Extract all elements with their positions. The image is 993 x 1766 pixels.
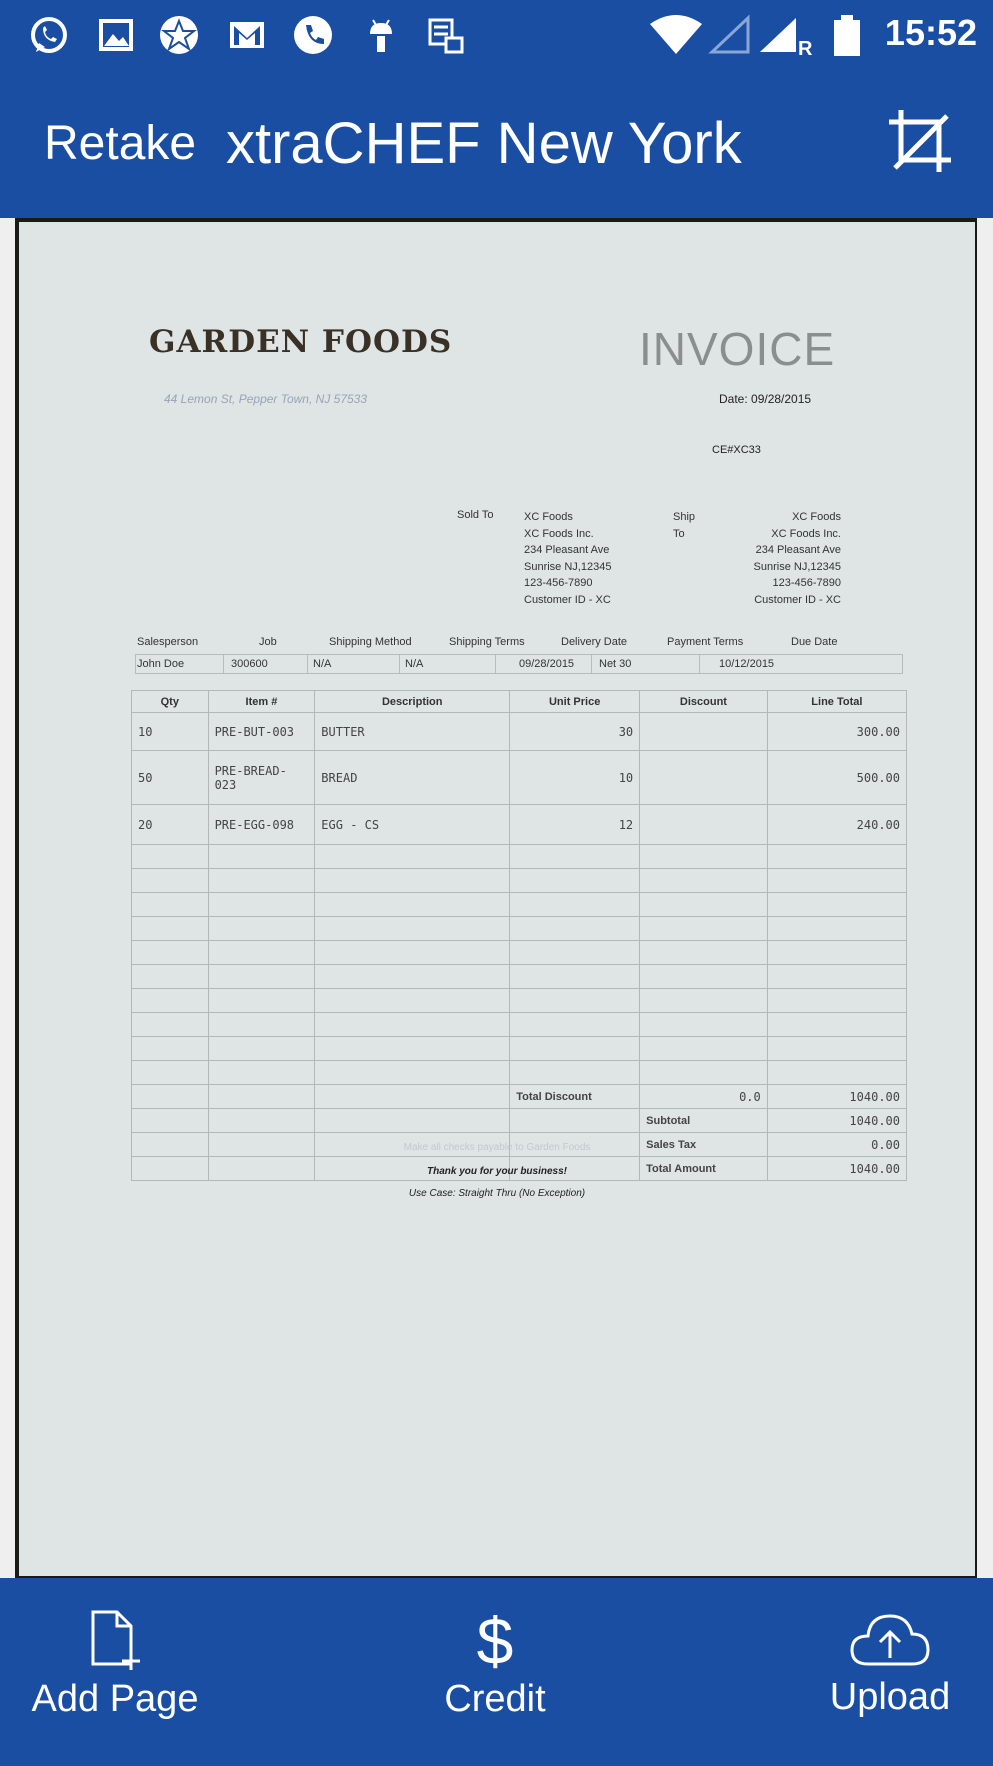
android-icon (360, 14, 402, 56)
thank-you-note: Thank you for your business! (426, 1166, 568, 1177)
ship-to-label-line: To (673, 527, 685, 540)
ship-to-line: 234 Pleasant Ave (755, 544, 841, 556)
unit-cell: 30 (510, 713, 640, 751)
item-cell: PRE-BUT-003 (208, 713, 315, 751)
info-value: 300600 (231, 658, 268, 670)
sold-to-line: XC Foods Inc. (524, 527, 594, 540)
info-divider (307, 654, 308, 674)
invoice-number: CE#XC33 (712, 444, 761, 456)
app-header (0, 72, 993, 218)
empty-row (132, 869, 907, 893)
empty-cell (208, 917, 315, 941)
ship-to-line: Customer ID - XC (754, 593, 841, 606)
gallery-icon (95, 14, 137, 56)
empty-cell (640, 989, 768, 1013)
empty-cell (208, 1061, 315, 1085)
empty-cell (132, 917, 209, 941)
subtotal-label: Subtotal (640, 1109, 768, 1133)
column-header: Description (315, 691, 510, 713)
dollar-icon (465, 1608, 525, 1672)
empty-cell (208, 989, 315, 1013)
empty-cell (510, 989, 640, 1013)
notes-icon (424, 14, 466, 56)
star-icon (158, 14, 200, 56)
item-cell: PRE-EGG-098 (208, 805, 315, 845)
desc-cell: BUTTER (315, 713, 510, 751)
empty-cell (208, 1085, 315, 1109)
info-divider (399, 654, 400, 674)
column-header: Unit Price (510, 691, 640, 713)
discount-cell (640, 751, 768, 805)
empty-cell (315, 1037, 510, 1061)
empty-cell (640, 845, 768, 869)
column-header: Line Total (767, 691, 906, 713)
empty-cell (132, 989, 209, 1013)
credit-button[interactable] (400, 1578, 590, 1766)
sold-to-line: Customer ID - XC (524, 593, 611, 606)
credit-label: Credit (444, 1678, 546, 1720)
empty-cell (510, 917, 640, 941)
empty-cell (315, 917, 510, 941)
empty-cell (767, 893, 906, 917)
info-value: 09/28/2015 (519, 658, 575, 670)
info-header: Payment Terms (667, 636, 744, 648)
empty-cell (208, 1109, 315, 1133)
whatsapp-icon (28, 14, 70, 56)
empty-cell (767, 845, 906, 869)
empty-cell (315, 941, 510, 965)
column-header: Item # (208, 691, 315, 713)
svg-text:$: $ (476, 1608, 514, 1672)
empty-cell (132, 869, 209, 893)
empty-cell (315, 965, 510, 989)
info-divider (591, 654, 592, 674)
empty-cell (510, 893, 640, 917)
empty-cell (767, 917, 906, 941)
empty-cell (640, 893, 768, 917)
empty-cell (132, 1085, 209, 1109)
empty-cell (208, 893, 315, 917)
empty-row (132, 941, 907, 965)
info-value: 10/12/2015 (719, 658, 775, 670)
sold-to-line: 234 Pleasant Ave (524, 544, 610, 556)
invoice-heading: INVOICE (639, 323, 836, 375)
empty-cell (767, 989, 906, 1013)
sold-to-block (524, 509, 611, 608)
line-total-cell: 240.00 (767, 805, 906, 845)
empty-cell (208, 869, 315, 893)
table-row (132, 805, 907, 845)
checks-payable-note: Make all checks payable to Garden Foods (403, 1142, 591, 1153)
empty-cell (208, 965, 315, 989)
empty-cell (208, 1037, 315, 1061)
sold-to-line: Sunrise NJ,12345 (524, 560, 612, 573)
empty-cell (640, 965, 768, 989)
sold-to-line: 123-456-7890 (524, 577, 593, 589)
info-divider (495, 654, 496, 674)
add-page-button[interactable] (10, 1578, 220, 1766)
line-total-cell: 300.00 (767, 713, 906, 751)
empty-cell (132, 845, 209, 869)
subtotal-row (132, 1109, 907, 1133)
empty-cell (640, 917, 768, 941)
qty-cell: 50 (132, 751, 209, 805)
table-row (132, 713, 907, 751)
empty-row (132, 845, 907, 869)
empty-cell (510, 1109, 640, 1133)
empty-row (132, 1061, 907, 1085)
discount-cell (640, 805, 768, 845)
upload-label: Upload (829, 1676, 951, 1718)
empty-row (132, 989, 907, 1013)
empty-cell (640, 1013, 768, 1037)
ship-to-line: Sunrise NJ,12345 (753, 560, 841, 573)
add-page-icon (85, 1608, 145, 1672)
info-header: Delivery Date (561, 636, 628, 648)
info-divider (223, 654, 224, 674)
upload-button[interactable] (800, 1578, 980, 1766)
cloud-upload-icon (848, 1608, 932, 1670)
ship-to-label-line: Ship (673, 511, 696, 523)
ship-to-line: XC Foods Inc. (771, 527, 841, 540)
qty-cell: 20 (132, 805, 209, 845)
ship-to-line: 123-456-7890 (772, 577, 841, 589)
discount-cell (640, 713, 768, 751)
info-header: Due Date (791, 636, 838, 648)
empty-row (132, 1013, 907, 1037)
vendor-logo: GARDEN FOODS (149, 324, 453, 360)
empty-cell (315, 1061, 510, 1085)
empty-cell (315, 869, 510, 893)
info-value: John Doe (137, 658, 185, 670)
empty-cell (510, 869, 640, 893)
page-title: xtraCHEF New York (226, 111, 742, 176)
empty-cell (132, 1109, 209, 1133)
empty-cell (640, 1037, 768, 1061)
item-cell: PRE-BREAD-023 (208, 751, 315, 805)
column-header: Qty (132, 691, 209, 713)
total-amount-label: Total Amount (640, 1157, 768, 1181)
empty-cell (132, 1013, 209, 1037)
info-header: Shipping Terms (449, 636, 525, 648)
desc-cell: EGG - CS (315, 805, 510, 845)
empty-row (132, 917, 907, 941)
empty-row (132, 1037, 907, 1061)
empty-cell (315, 845, 510, 869)
desc-cell: BREAD (315, 751, 510, 805)
info-value: N/A (405, 658, 424, 670)
total-discount-row (132, 1085, 907, 1109)
empty-cell (132, 1061, 209, 1085)
empty-cell (132, 893, 209, 917)
captured-photo (15, 218, 977, 1578)
column-header: Discount (640, 691, 768, 713)
empty-cell (510, 965, 640, 989)
wifi-icon (648, 14, 704, 56)
crop-icon[interactable] (885, 106, 955, 176)
empty-row (132, 965, 907, 989)
empty-cell (315, 893, 510, 917)
battery-icon (830, 14, 864, 56)
empty-cell (315, 1109, 510, 1133)
phone-icon (292, 14, 334, 56)
vendor-address: 44 Lemon St, Pepper Town, NJ 57533 (164, 392, 368, 406)
clock: 15:52 (884, 12, 977, 53)
empty-cell (767, 965, 906, 989)
empty-cell (640, 869, 768, 893)
total-discount-label: Total Discount (510, 1085, 640, 1109)
sold-to-line: XC Foods (524, 511, 573, 523)
line-total-cell: 500.00 (767, 751, 906, 805)
empty-cell (510, 941, 640, 965)
unit-cell: 12 (510, 805, 640, 845)
items-table (131, 690, 907, 1181)
empty-cell (640, 941, 768, 965)
signal-icon (756, 14, 798, 56)
sales-tax-label: Sales Tax (640, 1133, 768, 1157)
info-header: Salesperson (137, 636, 199, 648)
ship-to-label (673, 509, 695, 542)
invoice-date: Date: 09/28/2015 (719, 392, 812, 406)
empty-cell (132, 1037, 209, 1061)
total-amount-value: 1040.00 (767, 1157, 906, 1181)
invoice-paper (19, 222, 975, 1576)
empty-cell (315, 1013, 510, 1037)
table-row (132, 751, 907, 805)
retake-button[interactable]: Retake (44, 117, 197, 170)
info-header: Shipping Method (329, 636, 412, 648)
empty-cell (510, 1013, 640, 1037)
empty-cell (208, 845, 315, 869)
use-case-note: Use Case: Straight Thru (No Exception) (408, 1188, 586, 1199)
empty-cell (767, 1013, 906, 1037)
unit-cell: 10 (510, 751, 640, 805)
empty-cell (640, 1061, 768, 1085)
status-bar (0, 0, 993, 72)
sold-to-label: Sold To (457, 509, 494, 521)
empty-cell (208, 1013, 315, 1037)
ship-to-line: XC Foods (792, 511, 841, 523)
table-header-row (132, 691, 907, 713)
roaming-indicator: R (798, 38, 813, 60)
empty-cell (510, 1037, 640, 1061)
info-divider (699, 654, 700, 674)
qty-cell: 10 (132, 713, 209, 751)
subtotal-value: 1040.00 (767, 1109, 906, 1133)
ship-to-block (699, 509, 841, 608)
empty-cell (132, 941, 209, 965)
empty-row (132, 893, 907, 917)
empty-cell (767, 1061, 906, 1085)
info-value: Net 30 (599, 658, 632, 670)
empty-cell (510, 845, 640, 869)
total-discount-value: 0.0 (640, 1085, 768, 1109)
empty-cell (510, 1061, 640, 1085)
total-discount-line: 1040.00 (767, 1085, 906, 1109)
empty-cell (208, 941, 315, 965)
empty-cell (315, 989, 510, 1013)
empty-cell (767, 1037, 906, 1061)
empty-cell (767, 941, 906, 965)
add-page-label: Add Page (31, 1678, 199, 1720)
info-header: Job (259, 636, 277, 648)
empty-cell (767, 869, 906, 893)
sales-tax-value: 0.00 (767, 1133, 906, 1157)
info-value: N/A (313, 658, 332, 670)
gmail-icon (226, 14, 268, 56)
bottom-action-bar (0, 1578, 993, 1766)
empty-cell (315, 1085, 510, 1109)
empty-cell (132, 965, 209, 989)
signal-icon (708, 14, 750, 56)
